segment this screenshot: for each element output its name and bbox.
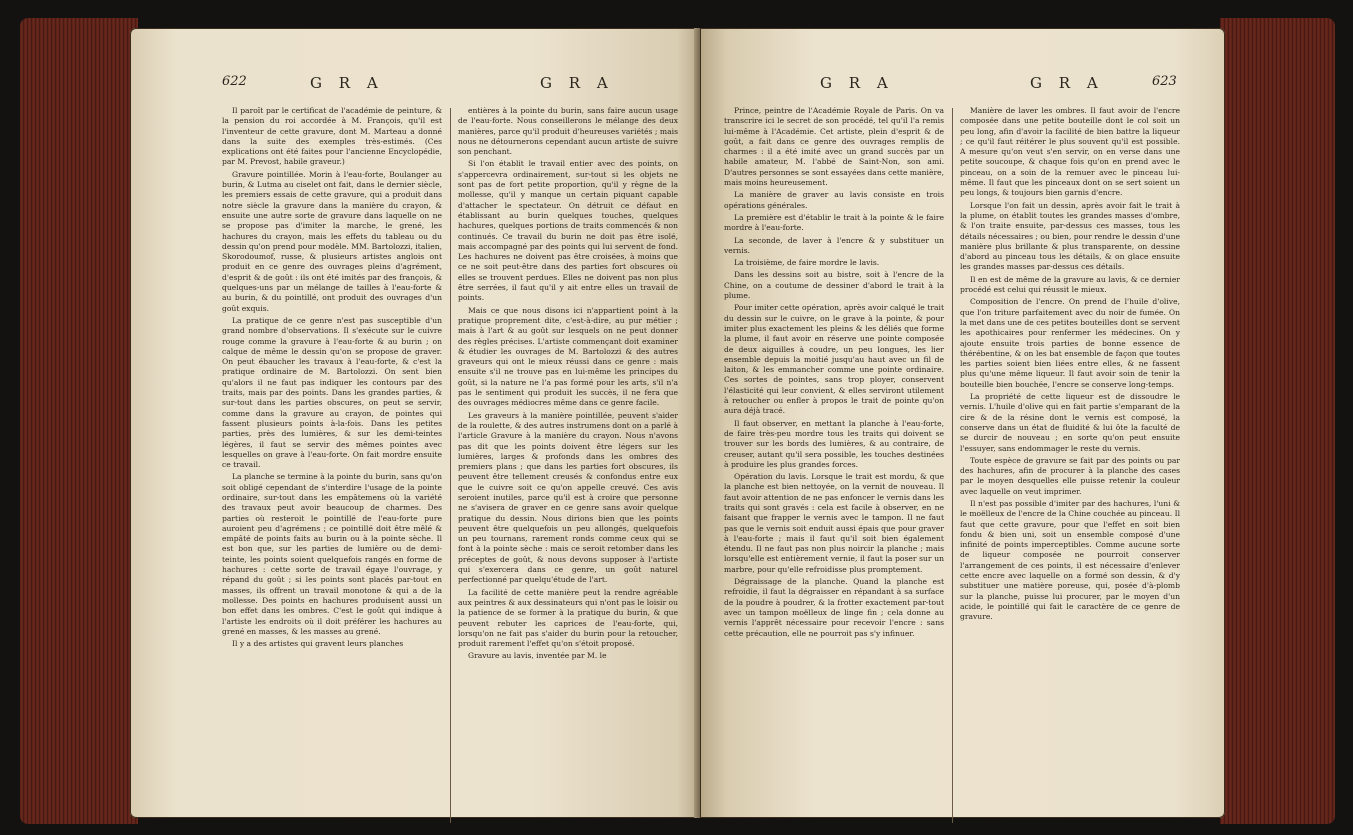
- paragraph: Opération du lavis. Lorsque le trait est mordu, & que la planche est bien nettoyée, on la vernit de nouveau. Il faut avoir attention de ne pas enfoncer le vernis dans les traits qui sont gravés : cela est facile à observer, en ne faisant que frapper le vernis avec le tampon. Il ne faut pas que le vernis soit enduit aussi épais que pour graver à l'eau-forte ; mais il faut qu'il soit bien également étendu. Il ne faut pas non plus noircir la planche ; mais lorsqu'elle est entièrement vernie, il faut la poser sur un marbre, pour qu'elle refroidisse plus promptement.: [724, 472, 944, 574]
- paragraph: Il y a des artistes qui gravent leurs planches: [232, 639, 404, 649]
- paragraph: La troisième, de faire mordre le lavis.: [734, 258, 880, 268]
- paragraph: La manière de graver au lavis consiste en trois opérations générales.: [724, 190, 944, 210]
- left-page-column-2: [458, 106, 678, 826]
- paragraph: Pour imiter cette opération, après avoir calqué le trait du dessin sur le cuivre, on le grave à la pointe, & pour imiter plus exactement les pleins & les déliés que forme la plume, il faut avoir en réserve une pointe composée de deux aiguilles à coudre, un peu longues, les lier ensemble depuis la moitié jusqu'au haut avec un fil de laiton, & les emmancher comme une pointe ordinaire. Ces sortes de pointes, sans trop ployer, conservent l'élasticité qui leur convient, & elles serviront utilement à retoucher ou enfler à propos le trait de pointe qu'on aura déjà tracé.: [724, 303, 944, 416]
- running-head-right-b: G R A: [1030, 74, 1104, 92]
- paragraph: Mais ce que nous disons ici n'appartient point à la pratique proprement dite, c'est-à-dire, au pur métier ; mais à l'art & au goût sur lesquels on ne peut donner des règles précises. L'artiste commençant doit examiner & étudier les ouvrages de M. Bartolozzi & des autres graveurs qui ont le mieux réussi dans ce genre : mais ensuite s'il ne trouve pas en lui-même les principes du goût, si la nature ne l'a pas formé pour les arts, s'il n'a pas le sentiment qui produit les succès, il ne fera que des ouvrages médiocres même dans ce genre facile.: [458, 305, 678, 408]
- right-page-column-2: [960, 106, 1180, 826]
- paragraph: La seconde, de laver à l'encre & y substituer un vernis.: [724, 235, 944, 255]
- book-edge-left: [20, 18, 138, 824]
- paragraph: Lorsque l'on fait un dessin, après avoir fait le trait à la plume, on établit toutes les grandes masses d'ombre, & l'on traite ensuite, par-dessus ces masses, tous les détails nécessaires ; ou bien, pour rendre le dessin d'une manière plus brillante & plus transparente, on dessine d'abord au pinceau tous les détails, & on glace ensuite les grandes masses par-dessus ces détails.: [960, 200, 1180, 272]
- paragraph: Il n'est pas possible d'imiter par des hachures, l'uni & le moëlleux de l'encre de la Chine couchée au pinceau. Il faut que cette gravure, pour que l'effet en soit bien fondu & bien uni, soit un ensemble composé d'une infinité de points imperceptibles. Comme aucune sorte de liqueur composée ne pourroit conserver l'arrangement de ces points, il est nécessaire d'enlever cette encre avec laquelle on a formé son dessin, & d'y substituer une matière poreuse, qui, posée d'à-plomb sur la planche, puisse lui procurer, par le moyen d'un acide, le pointillé qui fait le caractère de ce genre de gravure.: [960, 498, 1180, 622]
- paragraph: La propriété de cette liqueur est de dissoudre le vernis. L'huile d'olive qui en fait partie s'emparant de la cire & de la résine dont le vernis est composé, la conserve dans un état de fluidité & lui ôte la faculté de se durcir de nouveau ; en sorte qu'on peut ensuite l'essuyer, sans endommager le reste du vernis.: [960, 392, 1180, 453]
- running-head-left-a: G R A: [310, 74, 384, 92]
- column-rule: [952, 108, 953, 823]
- paragraph: La planche se termine à la pointe du burin, sans qu'on soit obligé cependant de s'interdire l'usage de la pointe ordinaire, sur-tout dans les empâtemens où la variété des travaux peut avoir beaucoup de charmes. Des parties où resteroit le pointillé de l'eau-forte pure auroient peu d'agrémens ; ce pointillé doit être mêlé & empâté de points faits au burin ou à la pointe sèche. Il est bon que, sur les parties de lumière ou de demi-teinte, les points soient quelquefois rangés en forme de hachures : cette sorte de travail égaye l'ouvrage, y répand du goût ; si les points sont placés par-tout en masses, ils offrent un travail monotone & qui a de la mollesse. Des points en hachures produisent aussi un bon effet dans les ombres. C'est le goût qui indique à l'artiste les endroits où il doit préférer les hachures au grené en masses, & les masses au grené.: [222, 472, 442, 636]
- column-rule: [450, 108, 451, 823]
- paragraph: Manière de laver les ombres. Il faut avoir de l'encre composée dans une petite bouteille dont le col soit un peu long, afin d'avoir la facilité de bien battre la liqueur ; ce qu'il faut réitérer le plus souvent qu'il est possible. A mesure qu'on veut s'en servir, on en verse dans une petite soucoupe, & chaque fois qu'on en prend avec le pinceau, on a soin de la remuer avec le pinceau lui-même. Il faut que les pinceaux dont on se sert soient un peu longs, & toujours bien garnis d'encre.: [960, 106, 1180, 198]
- paragraph: entières à la pointe du burin, sans faire aucun usage de l'eau-forte. Nous conseillerons le mélange des deux manières, parce qu'il produit d'heureuses variétés ; mais nous ne détournerons cependant aucun artiste de suivre son penchant.: [458, 106, 678, 157]
- left-page: [130, 28, 700, 818]
- paragraph: Composition de l'encre. On prend de l'huile d'olive, que l'on triture parfaitement avec du noir de fumée. On la met dans une de ces petites bouteilles dont se servent les apothicaires pour renfermer les médecines. On y ajoute ensuite trois parties de bonne essence de thérébentine, & on les bat ensemble de façon que toutes les parties soient bien liées entre elles, & ne fassent plus qu'une même liqueur. Il faut avoir soin de tenir la bouteille bien bouchée, l'encre se conserve long-temps.: [960, 297, 1180, 389]
- left-page-column-1: [222, 106, 442, 826]
- paragraph: Gravure pointillée. Morin à l'eau-forte, Boulanger au burin, & Lutma au ciselet ont fait, dans le dernier siècle, les premiers essais de cette gravure, qui a produit dans notre siècle la gravure dans la manière du crayon, & ensuite une autre sorte de gravure dans laquelle on ne se propose pas d'imiter la marche, le grené, les hachures du crayon, mais les effets du tableau ou du dessin qu'on prend pour modèle. MM. Bartolozzi, italien, Skorodoumof, russe, & plusieurs artistes anglois ont produit en ce genre des ouvrages pleins d'agrément, d'esprit & de goût : ils ont été imités par des françois, & quelques-uns par un mélange de tailles à l'eau-forte & au burin, & du pointillé, ont produit des ouvrages d'un goût exquis.: [222, 169, 442, 313]
- running-head-left-b: G R A: [540, 74, 614, 92]
- paragraph: La facilité de cette manière peut la rendre agréable aux peintres & aux dessinateurs qui n'ont pas le loisir ou la patience de se former à la pratique du burin, & que peuvent rebuter les caprices de l'eau-forte, qui, lorsqu'on ne fait pas s'aider du burin pour la retoucher, produit rarement l'effet qu'on s'étoit proposé.: [458, 587, 678, 649]
- paragraph: Les graveurs à la manière pointillée, peuvent s'aider de la roulette, & des autres instrumens dont on a parlé à l'article Gravure à la manière du crayon. Nous n'avons pas dit que les points doivent être légers sur les lumières, larges & profonds dans les ombres des premiers plans ; que dans les parties fort obscures, ils peuvent être tellement creusés & confondus entre eux que le cuivre soit ce qu'on appelle creuvé. Ces avis seroient inutiles, parce qu'il est à croire que personne ne s'avisera de graver en ce genre sans avoir quelque pratique du dessin. Nous dirions bien que les points peuvent être quelquefois un peu allongés, quelquefois un peu tournans, rarement ronds comme ceux qui se font à la pointe sèche : mais ce seroit retomber dans les préceptes de goût, & nous devons supposer à l'artiste qui s'exercera dans ce genre, un goût naturel perfectionné par quelqu'étude de l'art.: [458, 410, 678, 585]
- page-number-left: 622: [222, 74, 247, 89]
- right-page-column-1: [724, 106, 944, 826]
- page-number-right: 623: [1152, 74, 1177, 89]
- paragraph: Il faut observer, en mettant la planche à l'eau-forte, de faire très-peu mordre tous les traits qui doivent se trouver sur les bords des lumières, & au contraire, de creuser, autant qu'il sera possible, les touches destinées à produire les plus grandes forces.: [724, 418, 944, 469]
- paragraph: Prince, peintre de l'Académie Royale de Paris. On va transcrire ici le secret de son procédé, tel qu'il l'a remis lui-même à l'Académie. Cet artiste, plein d'esprit & de goût, a fait dans ce genre des ouvrages remplis de charmes : il a été imité avec un grand succès par un habile amateur, M. l'abbé de Saint-Non, son ami. D'autres personnes se sont essayées dans cette manière, mais moins heureusement.: [724, 106, 944, 188]
- right-page: [700, 28, 1225, 818]
- paragraph: Dégraissage de la planche. Quand la planche est refroidie, il faut la dégraisser en répandant à sa surface de la poudre à poudrer, & la frotter exactement par-tout avec un tampon moëlleux de linge fin ; cela donne au vernis l'apprêt nécessaire pour recevoir l'encre : sans cette précaution, elle ne pourroit pas s'y infinuer.: [724, 577, 944, 638]
- paragraph: La première est d'établir le trait à la pointe & le faire mordre à l'eau-forte.: [724, 212, 944, 233]
- paragraph: Il en est de même de la gravure au lavis, & ce dernier procédé est celui qui réussit le mieux.: [960, 274, 1180, 295]
- running-head-right-a: G R A: [820, 74, 894, 92]
- paragraph: Toute espèce de gravure se fait par des points ou par des hachures, afin de procurer à la planche des cases par le moyen desquelles elle puisse retenir la couleur avec laquelle on veut imprimer.: [960, 455, 1180, 496]
- paragraph: La pratique de ce genre n'est pas susceptible d'un grand nombre d'observations. Il s'exécute sur le cuivre rouge comme la gravure à l'eau-forte & au burin ; on calque de même le dessin qu'on se propose de graver. On peut ébaucher les travaux à l'eau-forte, & c'est la pratique ordinaire de M. Bartolozzi. On sent bien qu'alors il ne faut pas indiquer les contours par des traits, mais par des points. Dans les grandes parties, & sur-tout dans les parties obscures, on peut se servir, comme dans la gravure au crayon, de pointes qui fassent plusieurs points à-la-fois. Dans les petites parties, près des lumières, & sur les demi-teintes légères, il faut se servir des mêmes pointes avec lesquelles on grave à l'eau-forte. On fait mordre ensuite ce travail.: [222, 315, 442, 470]
- paragraph: Si l'on établit le travail entier avec des points, on s'appercevra ordinairement, sur-tout si les objets ne sont pas de fort petite proportion, qu'il y règne de la mollesse, qu'il y manque un certain piquant capable d'attacher le spectateur. On détruit ce défaut en établissant au burin quelques touches, quelques hachures, quelques portions de traits commencés & non continués. Ce travail du burin ne doit pas être isolé, mais accompagné par des points qui lui servent de fond. Les hachures ne doivent pas être croisées, à moins que ce ne soit peut-être dans des parties fort obscures où elles se trouvent perdues. Elles ne doivent pas non plus être serrées, il faut qu'il y ait entre elles un travail de points.: [458, 159, 678, 303]
- paragraph: Il paroît par le certificat de l'académie de peinture, & la pension du roi accordée à M. François, qu'il est l'inventeur de cette gravure, dont M. Marteau a donné dans la suite des exemples très-estimés. (Ces explications ont été faites pour l'ancienne Encyclopédie, par M. Prevost, habile graveur.): [222, 106, 442, 167]
- book-edge-right: [1220, 18, 1335, 824]
- paragraph: Gravure au lavis, inventée par M. le: [468, 651, 607, 661]
- paragraph: Dans les dessins soit au bistre, soit à l'encre de la Chine, on a coutume de dessiner d'abord le trait à la plume.: [724, 270, 944, 301]
